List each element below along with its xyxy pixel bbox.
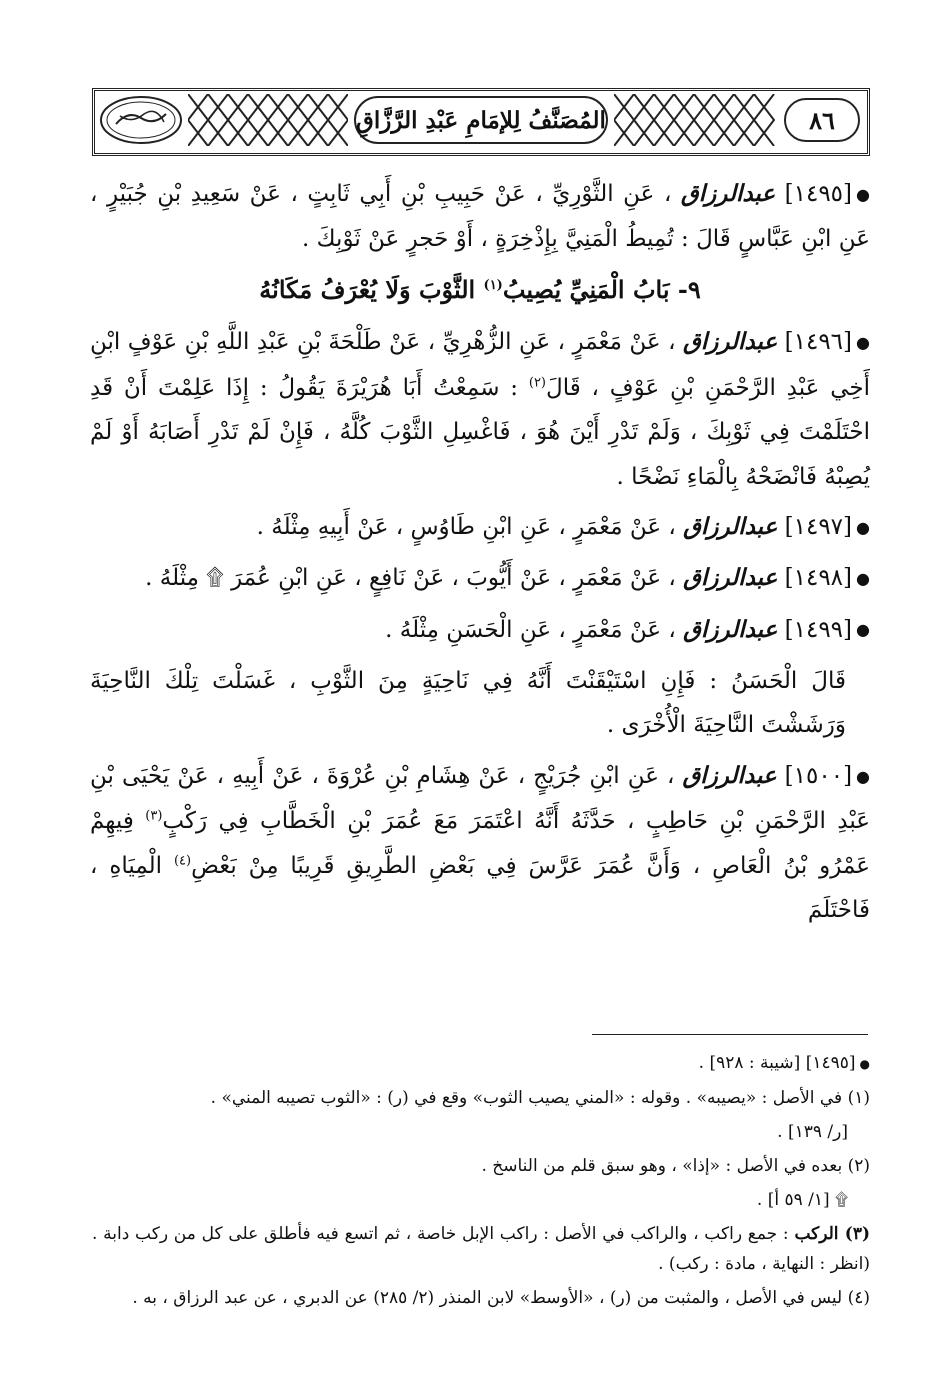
bullet-icon: ● [856,620,870,640]
bullet-icon: ● [859,1056,870,1071]
footnote-mark: (٣) [145,808,163,824]
hadith-number: [١٤٩٦] [784,329,853,356]
footnote-mark: (٤) [173,852,192,868]
footnote-text: (١) في الأصل : «يصيبه» . وقوله : «المني يصيب الثوب» وقع في (ر) : «الثوب تصيبه المني» . [210,1087,870,1108]
hadith-number: [١٤٩٩] [784,616,853,643]
bullet-icon: ● [856,517,870,537]
hadith-1498 [90,556,870,601]
footnote-1 [92,1083,870,1113]
footnote-mark: (٢) [528,374,546,390]
footnote-2-continuation [92,1185,870,1215]
hasan-statement [90,659,870,748]
footnote-2 [92,1151,870,1181]
footnote-text: : جمع راكب ، والراكب في الأصل : راكب الإبل خاصة ، ثم اتسع فيه فأطلق على كل من ركب دابة . (انظر : النهاية ، مادة : ركب) . [92,1223,870,1274]
header-ornament-left [188,94,348,146]
hadith-1500 [90,754,870,933]
hadith-1496 [90,320,870,499]
hadith-1495 [90,172,870,262]
narrator-name: عبدالرزاق [683,513,778,540]
hadith-text: مِثْلَهُ . [145,565,199,592]
chapter-title-part: الثَّوْبَ وَلَا يُعْرَفُ مَكَانُهُ [259,274,476,304]
bullet-icon: ● [856,184,870,204]
footnote-text: [١٤٩٥] [شيبة : ٩٢٨] . [698,1053,856,1073]
footnote-1495 [92,1048,870,1079]
footnote-4 [92,1283,870,1313]
bullet-icon: ● [856,766,871,786]
narrator-name: عبدالرزاق [683,328,778,356]
hadith-text: ، عَنْ مَعْمَرٍ ، عَنِ ابْنِ طَاوُسٍ ، عَنْ أَبِيهِ مِثْلَهُ . [256,514,676,540]
book-seal-logo [98,94,184,146]
footnote-text: (٢) بعده في الأصل : «إذا» ، وهو سبق قلم من الناسخ . [481,1155,870,1176]
hadith-number: [١٤٩٧] [784,514,853,540]
footnote-mark: (١) [483,277,503,293]
hadith-1497 [90,505,870,550]
footnote-separator [592,1034,868,1035]
book-title: المُصَنَّفُ لِلإمَامِ عَبْدِ الرَّزَّاقِ [356,106,606,134]
chapter-title-part: ٩- بَابُ الْمَنِيِّ يُصِيبُ [502,274,701,304]
hadith-text: ، عَنْ مَعْمَرٍ ، عَنْ أَيُّوبَ ، عَنْ نَافِعٍ ، عَنِ ابْنِ عُمَرَ [231,565,676,592]
hadith-text: الْمِيَاهِ ، فَاحْتَلَمَ [90,852,870,923]
bullet-icon: ● [856,333,870,352]
footnote-3 [92,1219,870,1279]
hadith-number: [١٤٩٨] [784,565,853,592]
narrator-name: عبدالرزاق [680,180,776,207]
narrator-name: عبدالرزاق [682,761,777,789]
hadith-text: ، عَنِ الثَّوْرِيِّ ، عَنْ حَبِيبِ بْنِ أَبِي ثَابِتٍ ، عَنْ سَعِيدِ بْنِ جُبَيْرٍ ، عَنِ ابْنِ عَبَّاسٍ قَالَ : تُمِيطُ الْمَنِيَّ بِإِذْخِرَةٍ ، أَوْ حَجرٍ عَنْ ثَوْبِكَ . [90,181,870,253]
header-title-box [354,96,608,144]
main-text [90,172,870,933]
hadith-text: فِيهِمْ عَمْرُو بْنُ الْعَاصِ ، وَأَنَّ عُمَرَ عَرَّسَ فِي بَعْضِ الطَّرِيقِ قَرِيبًا مِنْ بَعْضِ [90,808,870,879]
page-number: ٨٦ [809,105,835,135]
footnote-text: (٤) ليس في الأصل ، والمثبت من (ر) ، «الأوسط» لابن المنذر (٢/ ٢٨٥) عن الدبري ، عن عبد الرزاق ، به . [132,1287,870,1308]
hadith-text: ، عَنْ مَعْمَرٍ ، عَنِ الْحَسَنِ مِثْلَهُ . [385,616,676,643]
hadith-text: ، عَنْ مَعْمَرٍ ، عَنِ الزُّهْرِيِّ ، عَنْ طَلْحَةَ بْنِ عَبْدِ اللَّهِ بْنِ عَوْفٍ ابْنِ أَخِي عَبْدِ الرَّحْمَنِ بْنِ عَوْفٍ ، قَالَ [90,329,870,401]
footnote-text: ۩ [١/ ٥٩ أ] . [756,1189,848,1210]
folio-marker-icon: ۩ [206,565,224,592]
page-number-box [784,98,860,142]
bullet-icon: ● [856,569,870,588]
hadith-text: ، عَنِ ابْنِ جُرَيْجٍ ، عَنْ هِشَامِ بْنِ عُرْوَةَ ، عَنْ أَبِيهِ ، عَنْ يَحْيَى بْنِ عَبْدِ الرَّحْمَنِ بْنِ حَاطِبٍ ، حَدَّثَهُ أَنَّهُ اعْتَمَرَ مَعَ عُمَرَ بْنِ الْخَطَّابِ فِي رَكْبٍ [90,762,870,834]
hadith-number: [١٤٩٥] [784,181,853,207]
hadith-1499 [90,608,870,653]
hadith-text: : سَمِعْتُ أَبَا هُرَيْرَةَ يَقُولُ : إِذَا عَلِمْتَ أَنْ قَدِ احْتَلَمْتَ فِي ثَوْبِكَ ، وَلَمْ تَدْرِ أَيْنَ هُوَ ، فَاغْسِلِ الثَّوْبَ كُلَّهُ ، فَإِنْ لَمْ تَدْرِ أَصَابَهُ أَوْ لَمْ يُصِبْهُ فَانْضَحْهُ بِالْمَاءِ نَضْحًا . [90,374,870,490]
hadith-number: [١٥٠٠] [784,762,853,789]
narrator-name: عبدالرزاق [683,615,778,643]
footnote-term: (٣) الركب [794,1223,871,1244]
footnotes [92,1048,870,1317]
header-ornament-right [614,94,778,146]
footnote-text: [ر/ ١٣٩] . [777,1121,848,1142]
narrator-name: عبدالرزاق [683,564,778,592]
footnote-1-continuation [92,1117,870,1147]
statement-text: قَالَ الْحَسَنُ : فَإِنِ اسْتَيْقَنْتَ أَنَّهُ فِي نَاحِيَةٍ مِنَ الثَّوْبِ ، غَسَلْتَ تِلْكَ النَّاحِيَةَ وَرَشَشْتَ النَّاحِيَةَ الْأُخْرَى . [90,667,846,739]
page-header [92,88,870,156]
chapter-heading [90,268,870,313]
